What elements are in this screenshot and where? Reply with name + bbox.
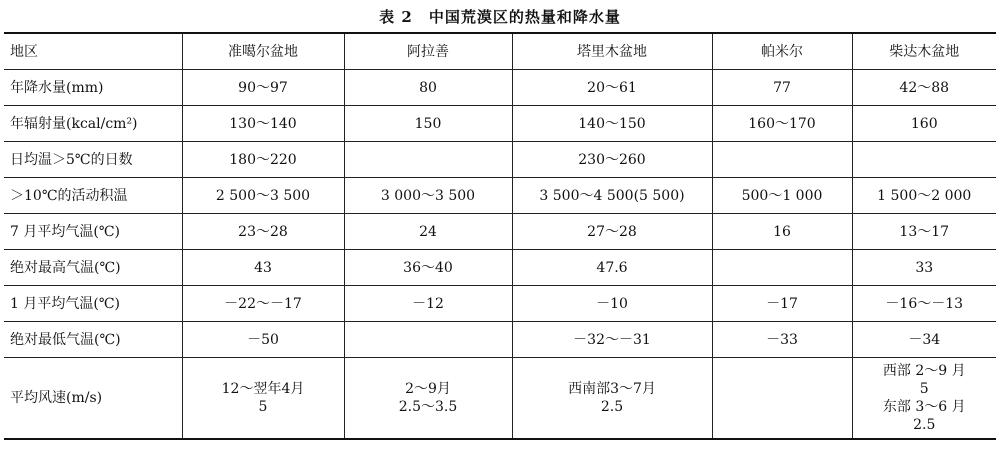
table-cell: 3 000～3 500 [344, 178, 512, 214]
row-label: 年降水量(mm) [4, 70, 182, 106]
cell-line: 西南部3～7月 [568, 381, 656, 397]
table-cell: －12 [344, 286, 512, 322]
cell-line: 西部 2～9 月 [882, 363, 966, 379]
table-cell: －17 [712, 286, 852, 322]
table-cell: 47.6 [512, 250, 712, 286]
table-cell: 36～40 [344, 250, 512, 286]
cell-line: 2～9月 [405, 381, 451, 397]
table-cell [182, 358, 344, 440]
table-cell: －33 [712, 322, 852, 358]
row-label: 平均风速(m/s) [4, 358, 182, 440]
table-cell [852, 142, 996, 178]
row-label: 1 月平均气温(℃) [4, 286, 182, 322]
table-cell: 500～1 000 [712, 178, 852, 214]
row-label: 绝对最高气温(℃) [4, 250, 182, 286]
table-cell: 33 [852, 250, 996, 286]
cell-line: 2.5 [600, 399, 624, 415]
table-cell: 160～170 [712, 106, 852, 142]
table-caption: 表 2 中国荒漠区的热量和降水量 [379, 8, 621, 26]
cell-line: 2.5～3.5 [398, 399, 458, 415]
table-cell: 3 500～4 500(5 500) [512, 178, 712, 214]
table-cell: 2 500～3 500 [182, 178, 344, 214]
table-cell: 42～88 [852, 70, 996, 106]
header-cell-junggar: 准噶尔盆地 [182, 33, 344, 70]
table-cell [344, 358, 512, 440]
table-cell: 1 500～2 000 [852, 178, 996, 214]
table-cell: 23～28 [182, 214, 344, 250]
cell-line: 东部 3～6 月 [882, 399, 966, 415]
table-cell: 90～97 [182, 70, 344, 106]
table-cell: －34 [852, 322, 996, 358]
table-cell [344, 142, 512, 178]
table-cell [712, 250, 852, 286]
table-cell: 24 [344, 214, 512, 250]
table-row [4, 106, 996, 142]
cell-line: 2.5 [913, 417, 936, 433]
row-label: 绝对最低气温(℃) [4, 322, 182, 358]
table-row [4, 322, 996, 358]
table-cell: 140～150 [512, 106, 712, 142]
table-cell: 13～17 [852, 214, 996, 250]
row-label: ＞10℃的活动积温 [4, 178, 182, 214]
table-cell: 43 [182, 250, 344, 286]
table-cell: 180～220 [182, 142, 344, 178]
header-row [4, 33, 996, 70]
table-cell: 160 [852, 106, 996, 142]
table-cell: －50 [182, 322, 344, 358]
cell-line: 5 [258, 399, 268, 415]
row-label: 7 月平均气温(℃) [4, 214, 182, 250]
table-cell: －16～－13 [852, 286, 996, 322]
table-row [4, 142, 996, 178]
cell-line: 12～翌年4月 [221, 381, 305, 397]
table-row [4, 286, 996, 322]
table-cell [344, 322, 512, 358]
table-cell [712, 358, 852, 440]
table-row [4, 214, 996, 250]
row-label: 年辐射量(kcal/cm²) [4, 106, 182, 142]
table-cell: －32～－31 [512, 322, 712, 358]
table-row [4, 70, 996, 106]
header-cell-tarim: 塔里木盆地 [512, 33, 712, 70]
table-cell: 16 [712, 214, 852, 250]
table-cell: 230～260 [512, 142, 712, 178]
table-row [4, 178, 996, 214]
table-cell: －22～－17 [182, 286, 344, 322]
table-cell: 130～140 [182, 106, 344, 142]
table-cell: 80 [344, 70, 512, 106]
data-table [4, 32, 996, 440]
table-cell: －10 [512, 286, 712, 322]
table-cell [512, 358, 712, 440]
table-cell: 27～28 [512, 214, 712, 250]
header-cell-alxa: 阿拉善 [344, 33, 512, 70]
header-cell-pamir: 帕米尔 [712, 33, 852, 70]
row-label: 日均温＞5℃的日数 [4, 142, 182, 178]
table-cell: 77 [712, 70, 852, 106]
table-cell [712, 142, 852, 178]
table-row [4, 250, 996, 286]
header-cell-qaidam: 柴达木盆地 [852, 33, 996, 70]
table-cell: 20～61 [512, 70, 712, 106]
table-cell: 150 [344, 106, 512, 142]
table-row-wind [4, 358, 996, 440]
header-cell-region: 地区 [4, 33, 182, 70]
cell-line: 5 [919, 381, 929, 397]
table-cell [852, 358, 996, 440]
